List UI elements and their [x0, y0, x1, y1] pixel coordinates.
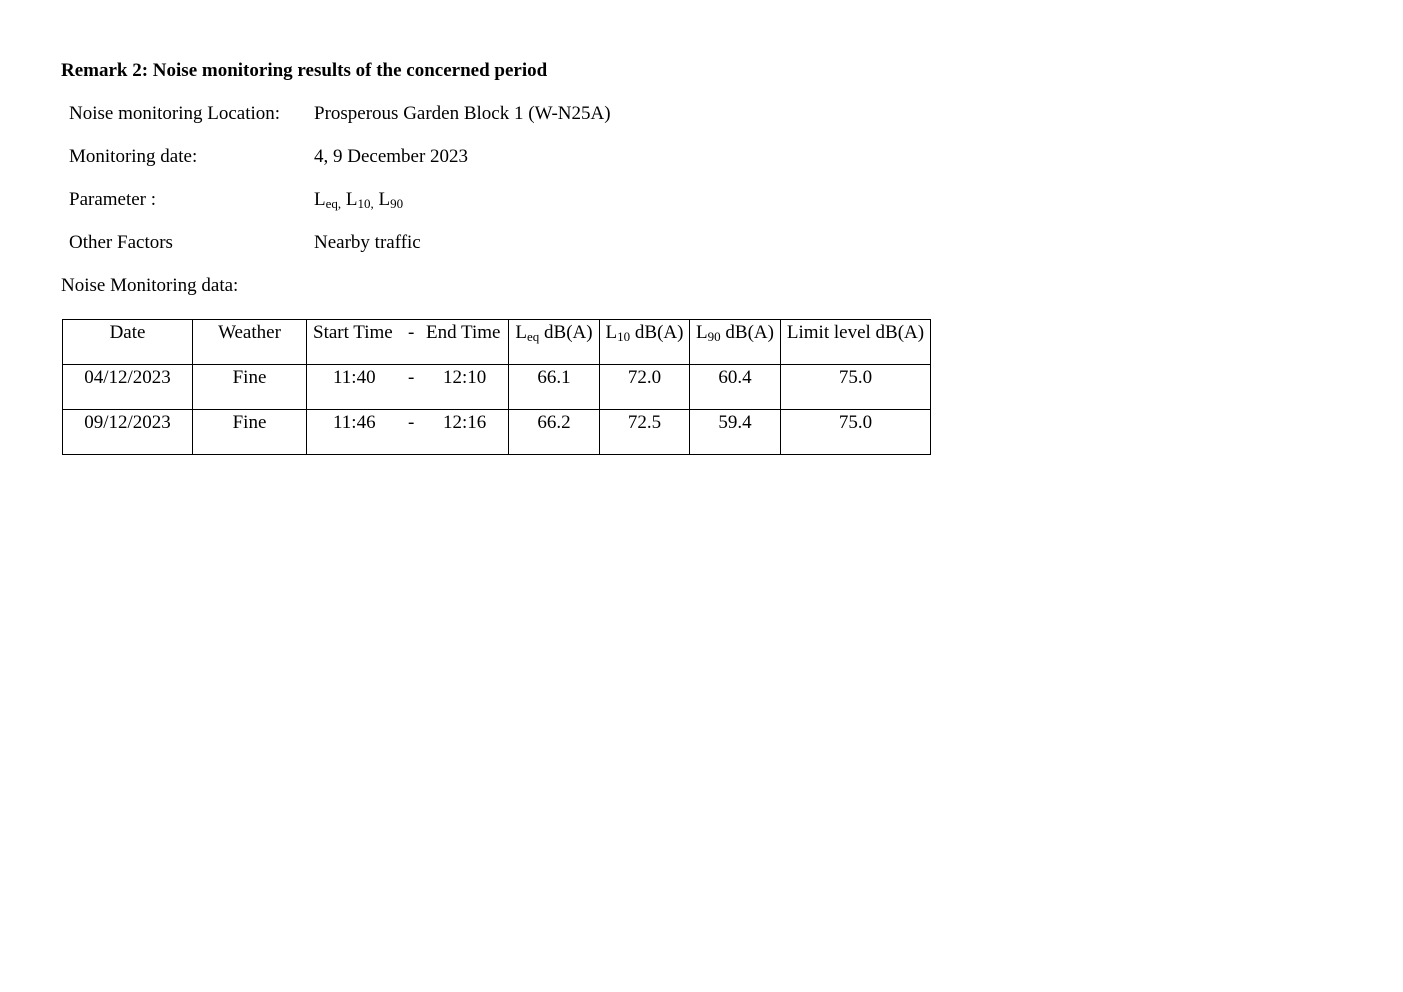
noise-data-table: [62, 319, 931, 455]
header-l90-sub: 90: [707, 329, 721, 344]
cell-limit-level: 75.0: [781, 410, 931, 455]
param-leq-sub: eq,: [325, 196, 342, 211]
parameter-label: Parameter :: [69, 189, 157, 210]
cell-date: 09/12/2023: [63, 410, 193, 455]
cell-start-time: 11:40: [333, 367, 376, 388]
other-factors-label: Other Factors: [69, 232, 173, 253]
parameter-value: [314, 189, 403, 212]
cell-l10: 72.5: [600, 410, 690, 455]
header-l10-base: L: [605, 322, 618, 343]
header-start-time: Start Time: [313, 322, 393, 343]
header-date: Date: [63, 320, 193, 365]
other-factors-value: Nearby traffic: [314, 232, 421, 253]
header-leq-base: L: [515, 322, 527, 343]
header-leq-sub: eq: [527, 329, 540, 344]
header-l90-unit: dB(A): [720, 322, 774, 343]
header-weather: Weather: [193, 320, 307, 365]
header-l10: [600, 320, 690, 365]
header-l10-sub: 10: [617, 329, 631, 344]
cell-time: [307, 410, 509, 455]
cell-time-dash: -: [408, 367, 415, 388]
param-l90-base: L: [378, 189, 391, 210]
cell-end-time: 12:16: [443, 412, 487, 433]
table-row: [63, 410, 931, 455]
cell-l10: 72.0: [600, 365, 690, 410]
header-limit-level: Limit level dB(A): [781, 320, 931, 365]
cell-l90: 60.4: [690, 365, 781, 410]
param-leq-base: L: [314, 189, 326, 210]
cell-date: 04/12/2023: [63, 365, 193, 410]
param-l10-base: L: [345, 189, 358, 210]
data-heading: Noise Monitoring data:: [61, 275, 239, 296]
cell-start-time: 11:46: [333, 412, 376, 433]
header-end-time: End Time: [426, 322, 501, 343]
cell-weather: Fine: [193, 365, 307, 410]
cell-time: [307, 365, 509, 410]
table-header-row: [63, 320, 931, 365]
param-l90-sub: 90: [390, 196, 404, 211]
table-row: [63, 365, 931, 410]
cell-limit-level: 75.0: [781, 365, 931, 410]
monitoring-date-value: 4, 9 December 2023: [314, 146, 469, 167]
param-l10-sub: 10,: [357, 196, 374, 211]
cell-l90: 59.4: [690, 410, 781, 455]
cell-weather: Fine: [193, 410, 307, 455]
header-l10-unit: dB(A): [630, 322, 684, 343]
cell-time-dash: -: [408, 412, 415, 433]
location-value: Prosperous Garden Block 1 (W-N25A): [314, 103, 611, 124]
page-title: Remark 2: Noise monitoring results of the concerned period: [61, 60, 548, 81]
cell-leq: 66.2: [509, 410, 600, 455]
header-time: [307, 320, 509, 365]
monitoring-date-label: Monitoring date:: [69, 146, 198, 167]
header-leq: [509, 320, 600, 365]
header-l90: [690, 320, 781, 365]
header-l90-base: L: [696, 322, 708, 343]
header-leq-unit: dB(A): [539, 322, 593, 343]
header-time-dash: -: [408, 322, 415, 343]
cell-leq: 66.1: [509, 365, 600, 410]
cell-end-time: 12:10: [443, 367, 487, 388]
location-label: Noise monitoring Location:: [69, 103, 281, 124]
